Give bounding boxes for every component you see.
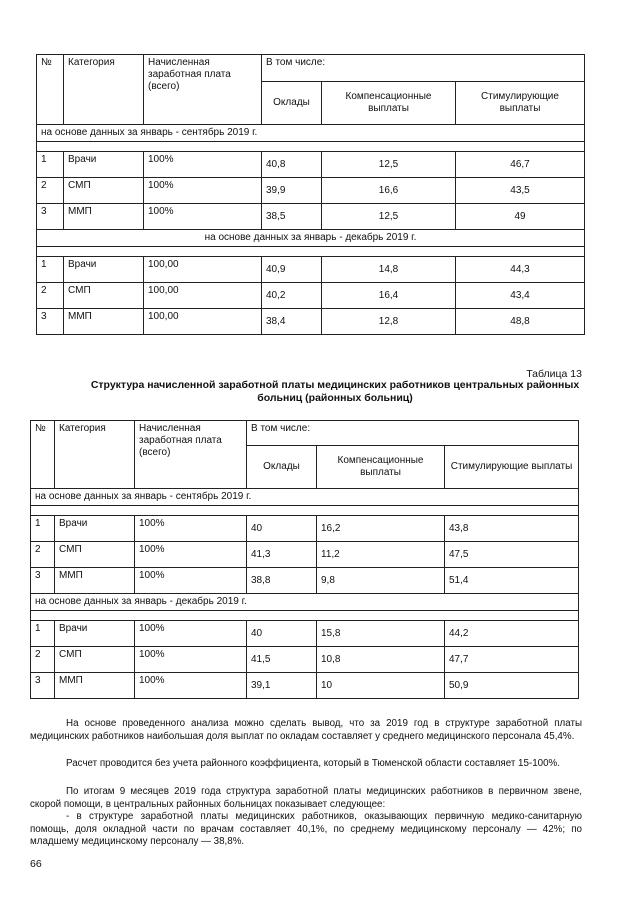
cell-category: СМП [64, 178, 144, 204]
cell-no: 1 [37, 257, 64, 283]
table-row [31, 621, 579, 647]
header-incentive: Стимулирующие выплаты [456, 82, 585, 125]
cell-incentive: 46,7 [456, 152, 585, 178]
table-row [37, 283, 585, 309]
cell-compensation: 16,2 [317, 516, 445, 542]
cell-total: 100% [135, 516, 247, 542]
cell-salary: 40 [247, 516, 317, 542]
cell-no: 1 [31, 516, 55, 542]
table-row [31, 647, 579, 673]
cell-incentive: 43,4 [456, 283, 585, 309]
cell-total: 100% [144, 152, 262, 178]
cell-compensation: 14,8 [322, 257, 456, 283]
cell-incentive: 50,9 [445, 673, 579, 699]
cell-compensation: 16,6 [322, 178, 456, 204]
cell-no: 1 [31, 621, 55, 647]
table-number-label: Таблица 13 [526, 368, 582, 380]
cell-total: 100% [144, 204, 262, 230]
cell-salary: 41,5 [247, 647, 317, 673]
cell-salary: 40 [247, 621, 317, 647]
cell-no: 2 [37, 178, 64, 204]
spacer-row [37, 142, 585, 152]
header-including: В том числе: [262, 55, 585, 82]
table-row [37, 309, 585, 335]
cell-total: 100,00 [144, 309, 262, 335]
header-compensation: Компенсационные выплаты [322, 82, 456, 125]
cell-category: Врачи [64, 257, 144, 283]
section-row [37, 230, 585, 247]
paragraph-primary-care: - в структуре заработной платы медицинских работников, оказывающих первичную медико-санитарную помощь, доля окладной части по врачам составляет 40,1%, по среднему медицинскому персоналу — 42%; по младшему медицинскому персоналу — 38,8%. [30, 811, 582, 848]
spacer-row [31, 611, 579, 621]
cell-no: 2 [31, 542, 55, 568]
salary-structure-table-2 [30, 420, 579, 699]
cell-compensation: 10 [317, 673, 445, 699]
cell-incentive: 51,4 [445, 568, 579, 594]
header-salary: Оклады [247, 446, 317, 489]
cell-incentive: 43,5 [456, 178, 585, 204]
cell-no: 1 [37, 152, 64, 178]
paragraph-coefficient: Расчет проводится без учета районного коэффициента, который в Тюменской области составляет 15-100%. [66, 758, 560, 769]
cell-salary: 38,8 [247, 568, 317, 594]
cell-category: Врачи [64, 152, 144, 178]
cell-salary: 40,8 [262, 152, 322, 178]
cell-total: 100% [135, 542, 247, 568]
section-label: на основе данных за январь - сентябрь 2019 г. [31, 489, 579, 506]
header-no: № [31, 421, 55, 489]
cell-category: ММП [64, 309, 144, 335]
cell-no: 3 [31, 673, 55, 699]
header-category: Категория [55, 421, 135, 489]
cell-compensation: 11,2 [317, 542, 445, 568]
cell-compensation: 10,8 [317, 647, 445, 673]
cell-total: 100% [135, 647, 247, 673]
cell-salary: 39,9 [262, 178, 322, 204]
cell-compensation: 16,4 [322, 283, 456, 309]
table-row [31, 542, 579, 568]
cell-incentive: 47,5 [445, 542, 579, 568]
section-row [31, 489, 579, 506]
cell-category: ММП [55, 673, 135, 699]
cell-total: 100% [135, 673, 247, 699]
spacer-row [31, 506, 579, 516]
cell-no: 3 [37, 204, 64, 230]
table-row [37, 152, 585, 178]
cell-total: 100% [135, 568, 247, 594]
table-row [37, 257, 585, 283]
cell-compensation: 12,5 [322, 204, 456, 230]
cell-salary: 38,4 [262, 309, 322, 335]
cell-compensation: 15,8 [317, 621, 445, 647]
cell-compensation: 12,5 [322, 152, 456, 178]
cell-category: ММП [64, 204, 144, 230]
cell-total: 100,00 [144, 257, 262, 283]
cell-no: 3 [31, 568, 55, 594]
cell-salary: 40,2 [262, 283, 322, 309]
paragraph-conclusion: На основе проведенного анализа можно сделать вывод, что за 2019 год в структуре заработной платы медицинских работников наибольшая доля выплат по окладам составляет у среднего медицинского персонала 45,4%. [30, 718, 582, 742]
cell-compensation: 12,8 [322, 309, 456, 335]
cell-incentive: 43,8 [445, 516, 579, 542]
cell-category: СМП [55, 647, 135, 673]
table-header-row [31, 421, 579, 446]
cell-category: ММП [55, 568, 135, 594]
cell-category: СМП [64, 283, 144, 309]
cell-compensation: 9,8 [317, 568, 445, 594]
spacer-row [37, 247, 585, 257]
cell-incentive: 44,2 [445, 621, 579, 647]
header-total: Начисленная заработная плата (всего) [135, 421, 247, 489]
header-no: № [37, 55, 64, 125]
cell-no: 3 [37, 309, 64, 335]
header-incentive: Стимулирующие выплаты [445, 446, 579, 489]
table-row [31, 673, 579, 699]
section-row [37, 125, 585, 142]
cell-salary: 39,1 [247, 673, 317, 699]
table-header-row [37, 55, 585, 82]
header-salary: Оклады [262, 82, 322, 125]
salary-structure-table-1 [36, 54, 585, 335]
cell-no: 2 [37, 283, 64, 309]
cell-incentive: 47,7 [445, 647, 579, 673]
cell-salary: 41,3 [247, 542, 317, 568]
cell-salary: 38,5 [262, 204, 322, 230]
header-total: Начисленная заработная плата (всего) [144, 55, 262, 125]
cell-category: СМП [55, 542, 135, 568]
table-title: Структура начисленной заработной платы медицинских работников центральных районных больниц (районных больниц) [90, 379, 580, 404]
cell-incentive: 49 [456, 204, 585, 230]
cell-total: 100,00 [144, 283, 262, 309]
cell-incentive: 48,8 [456, 309, 585, 335]
header-category: Категория [64, 55, 144, 125]
cell-total: 100% [144, 178, 262, 204]
section-label: на основе данных за январь - декабрь 2019 г. [37, 230, 585, 247]
section-label: на основе данных за январь - декабрь 2019 г. [31, 594, 579, 611]
paragraph-nine-months: По итогам 9 месяцев 2019 года структура заработной платы медицинских работников в первичном звене, скорой помощи, в центральных районных больницах показывает следующее: [30, 786, 582, 810]
cell-category: Врачи [55, 621, 135, 647]
header-including: В том числе: [247, 421, 579, 446]
table-row [31, 516, 579, 542]
cell-no: 2 [31, 647, 55, 673]
cell-salary: 40,9 [262, 257, 322, 283]
page-number: 66 [30, 858, 42, 870]
header-compensation: Компенсационные выплаты [317, 446, 445, 489]
table-row [37, 178, 585, 204]
cell-category: Врачи [55, 516, 135, 542]
table-row [37, 204, 585, 230]
cell-incentive: 44,3 [456, 257, 585, 283]
section-label: на основе данных за январь - сентябрь 2019 г. [37, 125, 585, 142]
section-row [31, 594, 579, 611]
table-row [31, 568, 579, 594]
cell-total: 100% [135, 621, 247, 647]
